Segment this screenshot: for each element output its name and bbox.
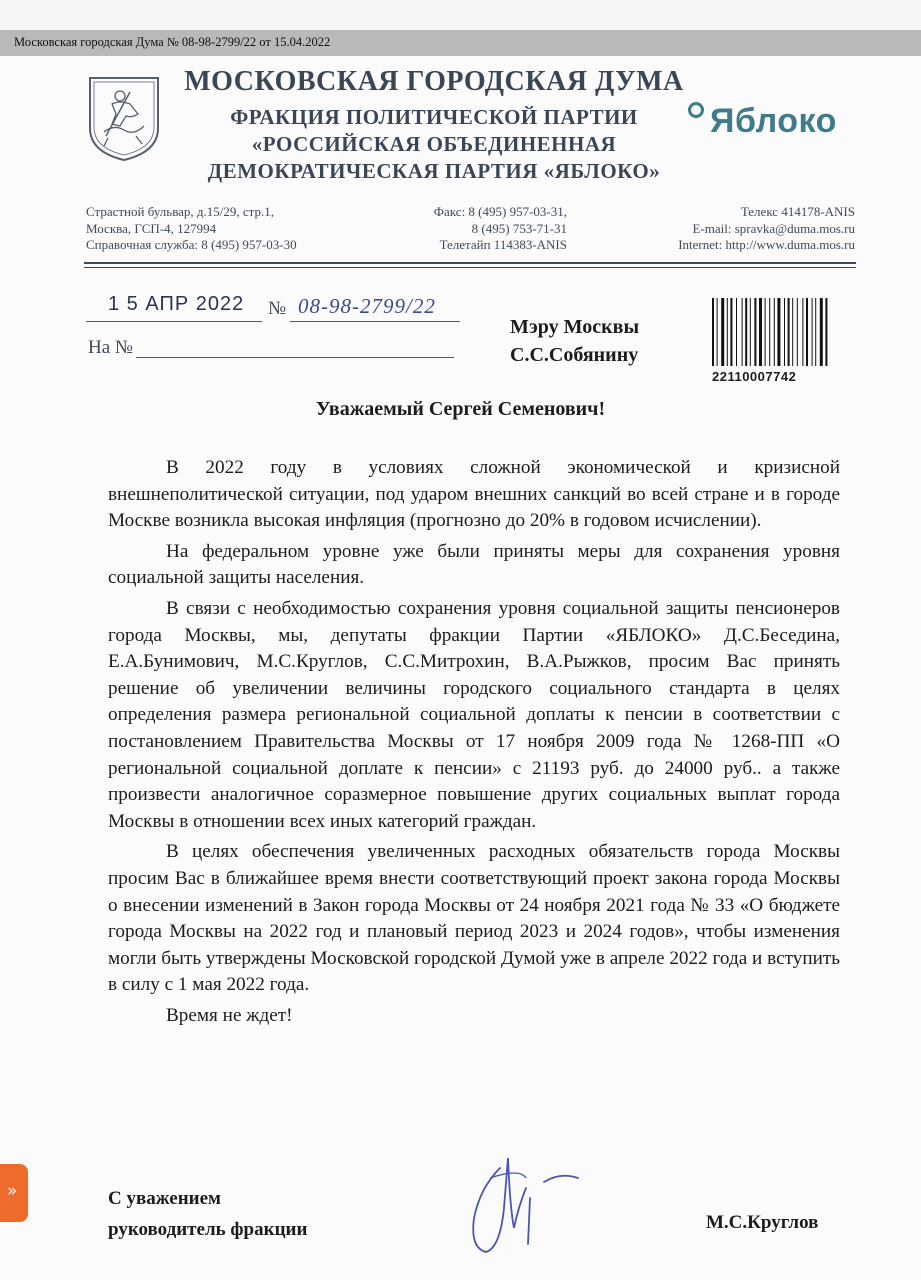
paragraph: Время не ждет! xyxy=(166,1004,293,1026)
reply-to-label: На № xyxy=(88,337,134,358)
paragraph: В целях обеспечения увеличенных расходных обязательств города Москвы просим Вас в ближайшее время внести соответствующий проект закона города Москвы о внесении изменений в Закон города Москвы от 24 ноября 2021 года № 33 «О бюджете города Москвы на 2022 год и плановый период 2023 и 2024 годов», чтобы изменения могли быть утверждены Московской городской Думой уже в апреле 2022 года и вступить в силу с 1 мая 2022 года. xyxy=(108,841,840,996)
paragraph: На федеральном уровне уже были приняты меры для сохранения уровня социальной защиты населения. xyxy=(108,540,840,589)
number-label: № xyxy=(268,298,287,319)
barcode-bar xyxy=(712,298,714,366)
internet-line: Internet: http://www.duma.mos.ru xyxy=(678,237,855,252)
letter-body xyxy=(108,455,840,1033)
side-panel-toggle[interactable] xyxy=(0,1164,28,1222)
telex-block xyxy=(610,204,855,254)
apple-ring-icon xyxy=(688,102,704,118)
barcode-bar xyxy=(774,298,775,366)
handwritten-signature xyxy=(460,1148,590,1268)
barcode-bar xyxy=(754,298,756,366)
barcode-bar xyxy=(815,298,816,366)
header-divider-thin xyxy=(84,267,856,268)
barcode xyxy=(710,298,850,366)
addressee xyxy=(510,313,639,369)
faction-title-line-1: ФРАКЦИЯ ПОЛИТИЧЕСКОЙ ПАРТИИ xyxy=(230,105,638,129)
address-line: Страстной бульвар, д.15/29, стр.1, xyxy=(86,204,275,219)
telex-line: Телекс 414178-ANIS xyxy=(740,204,855,219)
barcode-bar xyxy=(812,298,813,366)
faction-title-line-2: «РОССИЙСКАЯ ОБЪЕДИНЕННАЯ xyxy=(251,132,617,156)
barcode-number: 22110007742 xyxy=(712,369,797,384)
document-info-text: Московская городская Дума № 08-98-2799/22 от 15.04.2022 xyxy=(14,35,331,49)
salutation: Уважаемый Сергей Семенович! xyxy=(315,398,606,420)
barcode-bar xyxy=(736,298,737,366)
date-underline xyxy=(86,321,262,322)
barcode-bar xyxy=(792,298,793,366)
barcode-bar xyxy=(759,298,762,366)
logo-text: Яблоко xyxy=(710,102,837,140)
barcode-bar xyxy=(802,298,803,366)
barcode-bar xyxy=(750,298,751,366)
paragraph: В 2022 году в условиях сложной экономической и кризисной внешнеполитической ситуации, под ударом внешних санкций во всей стране и в городе Москве возникла высокая инфляция (прогнозно до 20% в годовом исчислении). xyxy=(108,457,840,532)
paragraph: В связи с необходимостью сохранения уровня социальной защиты пенсионеров города Москвы, мы, депутаты фракции Партии «ЯБЛОКО» Д.С.Беседина, Е.А.Бунимович, М.С.Круглов, С.С.Митрохин, В.А.Рыжков, просим Вас принять решение об увеличении величины городского социального стандарта в целях определения размера региональной социальной доплаты к пенсии в соответствии с постановлением Правительства Москвы от 17 ноября 2009 года № 1268-ПП «О региональной социальной доплате к пенсии» с 21193 руб. до 24000 руб.. а также произвести аналогичное соразмерное повышение других социальных выплат города Москвы в отношении всех иных категорий граждан. xyxy=(108,597,840,832)
address-block xyxy=(86,204,297,254)
barcode-bar xyxy=(769,298,770,366)
document-info-bar xyxy=(0,30,921,56)
faction-title-line-3: ДЕМОКРАТИЧЕСКАЯ ПАРТИЯ «ЯБЛОКО» xyxy=(207,159,661,183)
barcode-bar xyxy=(820,298,823,366)
teletype-line: Телетайп 114383-ANIS xyxy=(439,237,567,252)
addressee-title: Мэру Москвы xyxy=(510,316,640,338)
barcode-bar xyxy=(784,298,785,366)
barcode-bar xyxy=(745,298,747,366)
registration-number: 08-98-2799/22 xyxy=(298,294,436,318)
header-divider xyxy=(84,262,856,264)
signer-position: руководитель фракции xyxy=(108,1219,308,1240)
barcode-bar xyxy=(765,298,766,366)
email-line: E-mail: spravka@duma.mos.ru xyxy=(692,220,855,236)
closing-block xyxy=(108,1183,307,1245)
barcode-bar xyxy=(788,298,790,366)
addressee-name: С.С.Собянину xyxy=(510,344,639,366)
barcode-bar xyxy=(777,298,780,366)
closing-line: С уважением xyxy=(108,1188,221,1209)
fax-line: 8 (495) 753-71-31 xyxy=(471,220,567,236)
duma-title: МОСКОВСКАЯ ГОРОДСКАЯ ДУМА xyxy=(184,66,684,97)
barcode-bar xyxy=(717,298,718,366)
date-stamp: 1 5 АПР 2022 xyxy=(108,293,245,315)
barcode-bar xyxy=(806,298,808,366)
barcode-bar xyxy=(797,298,798,366)
reference-phone: Справочная служба: 8 (495) 957-03-30 xyxy=(86,237,297,252)
barcode-bar xyxy=(730,298,732,366)
barcode-bar xyxy=(742,298,743,366)
barcode-bar xyxy=(727,298,728,366)
reply-to-underline xyxy=(136,357,454,358)
signer-name: М.С.Круглов xyxy=(706,1212,819,1233)
number-underline xyxy=(290,321,460,322)
barcode-bar xyxy=(721,298,724,366)
fax-block xyxy=(412,204,567,254)
double-chevron-icon: » xyxy=(7,1181,18,1201)
address-line: Москва, ГСП-4, 127994 xyxy=(86,220,217,236)
fax-line: Факс: 8 (495) 957-03-31, xyxy=(433,204,567,219)
barcode-bar xyxy=(825,298,827,366)
